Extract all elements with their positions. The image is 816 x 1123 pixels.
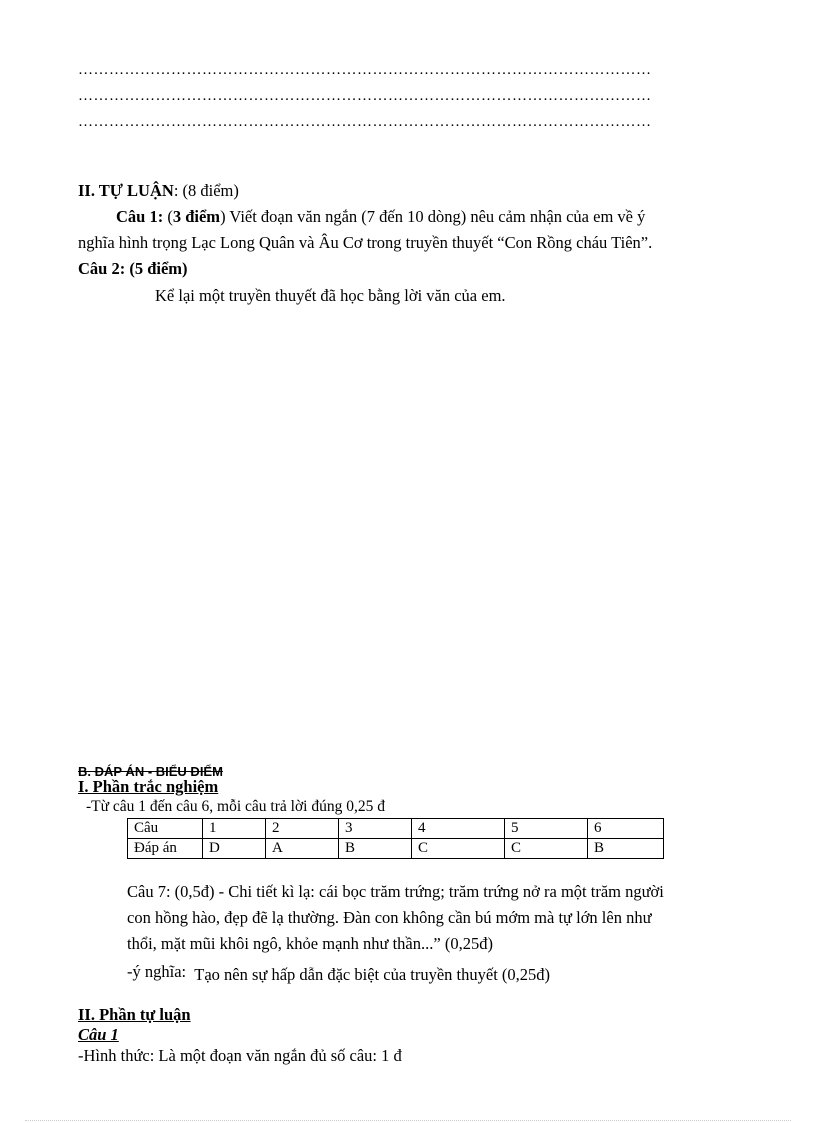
table-row (128, 839, 664, 859)
part-2-question-1: Câu 1 (78, 1025, 119, 1044)
page-bottom-divider (25, 1120, 791, 1121)
answer-line: ………………………………………………………………………………………………… (78, 88, 652, 104)
answer-letter: B (588, 839, 664, 859)
question-number: 6 (588, 819, 664, 839)
answer-letter: C (505, 839, 588, 859)
question-1-line-1: Câu 1: (3 điểm) Viết đoạn văn ngắn (7 đến 10 dòng) nêu cảm nhận của em về ý (116, 207, 646, 226)
question-number: 4 (412, 819, 505, 839)
essay-heading (78, 181, 239, 201)
part-1-note: -Từ câu 1 đến câu 6, mỗi câu trả lời đúng 0,25 đ (86, 798, 385, 815)
question-1-label: Câu 1: (116, 207, 164, 226)
answer-table (127, 818, 664, 859)
question-number: 5 (505, 819, 588, 839)
question-7-line-1: Câu 7: (0,5đ) - Chi tiết kì lạ: cái bọc trăm trứng; trăm trứng nở ra một trăm người (127, 882, 664, 901)
question-7-line-3: thổi, mặt mũi khôi ngô, khỏe mạnh như thần...” (0,25đ) (127, 934, 493, 953)
part-1-title: I. Phần trắc nghiệm (78, 777, 219, 796)
question-1-points: 3 điểm (172, 207, 221, 226)
question-number: 3 (339, 819, 412, 839)
form-criteria-line: -Hình thức: Là một đoạn văn ngắn đủ số câu: 1 đ (78, 1046, 402, 1065)
answer-line: ………………………………………………………………………………………………… (78, 62, 652, 78)
answer-letter: B (339, 839, 412, 859)
table-row-label: Đáp án (128, 839, 203, 859)
question-1-line-2: nghĩa hình trọng Lạc Long Quân và Âu Cơ trong truyền thuyết “Con Rồng cháu Tiên”. (78, 233, 653, 252)
question-7-line-2: con hồng hào, đẹp đẽ lạ thường. Đàn con không cần bú mớm mà tự lớn lên như (127, 908, 652, 927)
table-row-label: Câu (128, 819, 203, 839)
question-number: 1 (203, 819, 266, 839)
table-row (128, 819, 664, 839)
part-2-title: II. Phần tự luận (78, 1005, 191, 1024)
answer-letter: A (266, 839, 339, 859)
answer-letter: D (203, 839, 266, 859)
question-2-text: Kể lại một truyền thuyết đã học bằng lời văn của em. (155, 286, 506, 305)
meaning-text: Tạo nên sự hấp dẫn đặc biệt của truyền thuyết (0,25đ) (194, 965, 551, 984)
question-2-label: Câu 2: (5 điểm) (78, 259, 188, 278)
answer-line: ………………………………………………………………………………………………… (78, 114, 652, 130)
meaning-label: -ý nghĩa: (127, 962, 187, 981)
answer-key-title: B. ĐÁP ÁN - BIỂU ĐIỂM (78, 764, 223, 779)
question-number: 2 (266, 819, 339, 839)
question-1-text: Viết đoạn văn ngắn (7 đến 10 dòng) nêu cảm nhận của em về ý (225, 207, 646, 226)
meaning-line (127, 962, 550, 982)
essay-heading-label: II. TỰ LUẬN (78, 181, 174, 200)
essay-heading-points: : (8 điểm) (173, 181, 239, 200)
answer-letter: C (412, 839, 505, 859)
